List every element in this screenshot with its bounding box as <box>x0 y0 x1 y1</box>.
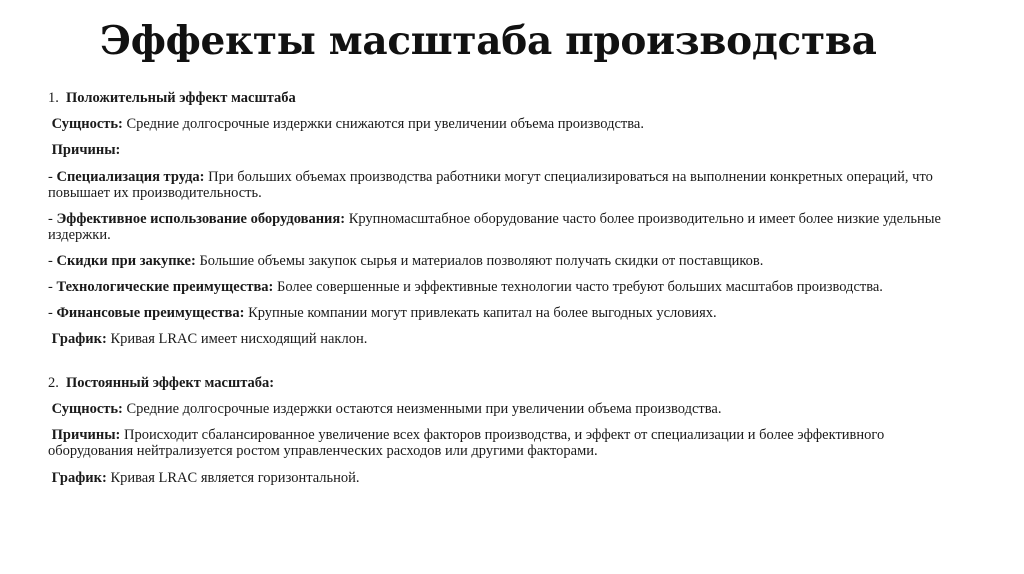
section1-reasons-label <box>48 142 968 158</box>
reason-item <box>48 253 968 269</box>
reason-item <box>48 279 968 295</box>
section2-number: 2. <box>48 375 59 391</box>
reason-text: Крупномасштабное оборудование часто более производительно и имеет более низкие удельные издержки. <box>48 211 941 243</box>
slide-title: Эффекты масштаба производства <box>100 18 877 64</box>
section2-essence-text: Средние долгосрочные издержки остаются неизменными при увеличении объема производства. <box>122 401 722 417</box>
reason-label: Эффективное использование оборудования: <box>56 211 346 227</box>
reason-bullet: - <box>48 305 57 321</box>
section1-number: 1. <box>48 90 59 106</box>
reason-text: Крупные компании могут привлекать капитал на более выгодных условиях. <box>244 305 717 321</box>
reason-label: Специализация труда: <box>56 169 205 185</box>
section2-graph <box>48 470 968 486</box>
section1-graph-label: График: <box>51 331 107 347</box>
section2-graph-text: Кривая LRAC является горизонтальной. <box>106 470 360 486</box>
section2-graph-label: График: <box>51 470 107 486</box>
reason-bullet: - <box>48 169 57 185</box>
reason-text: Более совершенные и эффективные технологии часто требуют больших масштабов производства. <box>273 279 883 295</box>
reason-item <box>48 211 968 243</box>
section1-essence <box>48 116 968 132</box>
section2-reasons <box>48 427 968 459</box>
section2-heading <box>48 375 968 391</box>
section2-reasons-text: Происходит сбалансированное увеличение всех факторов производства, и эффект от специализации и более эффективного оборудования нейтрализуется ростом управленческих расходов или другими факторами. <box>48 427 885 459</box>
reason-text: Большие объемы закупок сырья и материалов позволяют получать скидки от поставщиков. <box>195 253 764 269</box>
reason-label: Технологические преимущества: <box>56 279 274 295</box>
section2-heading-text: Постоянный эффект масштаба: <box>66 375 275 391</box>
section1-graph <box>48 331 968 347</box>
section1-heading <box>48 90 968 106</box>
reason-item <box>48 169 968 201</box>
reason-text: При больших объемах производства работники могут специализироваться на выполнении конкретных операций, что повышает их производительность. <box>48 169 933 201</box>
section2-essence <box>48 401 968 417</box>
section2-reasons-label: Причины: <box>51 427 121 443</box>
slide-content <box>48 90 968 486</box>
reason-item <box>48 305 968 321</box>
section1-heading-text: Положительный эффект масштаба <box>66 90 296 106</box>
section1-graph-text: Кривая LRAC имеет нисходящий наклон. <box>106 331 368 347</box>
reason-label: Скидки при закупке: <box>56 253 196 269</box>
reason-bullet: - <box>48 279 57 295</box>
section1-essence-label: Сущность: <box>51 116 123 132</box>
section2-essence-label: Сущность: <box>51 401 123 417</box>
reason-bullet: - <box>48 253 57 269</box>
reason-label: Финансовые преимущества: <box>56 305 245 321</box>
reason-bullet: - <box>48 211 57 227</box>
section1-essence-text: Средние долгосрочные издержки снижаются при увеличении объема производства. <box>122 116 644 132</box>
section1-reasons-label-text: Причины: <box>51 142 121 158</box>
